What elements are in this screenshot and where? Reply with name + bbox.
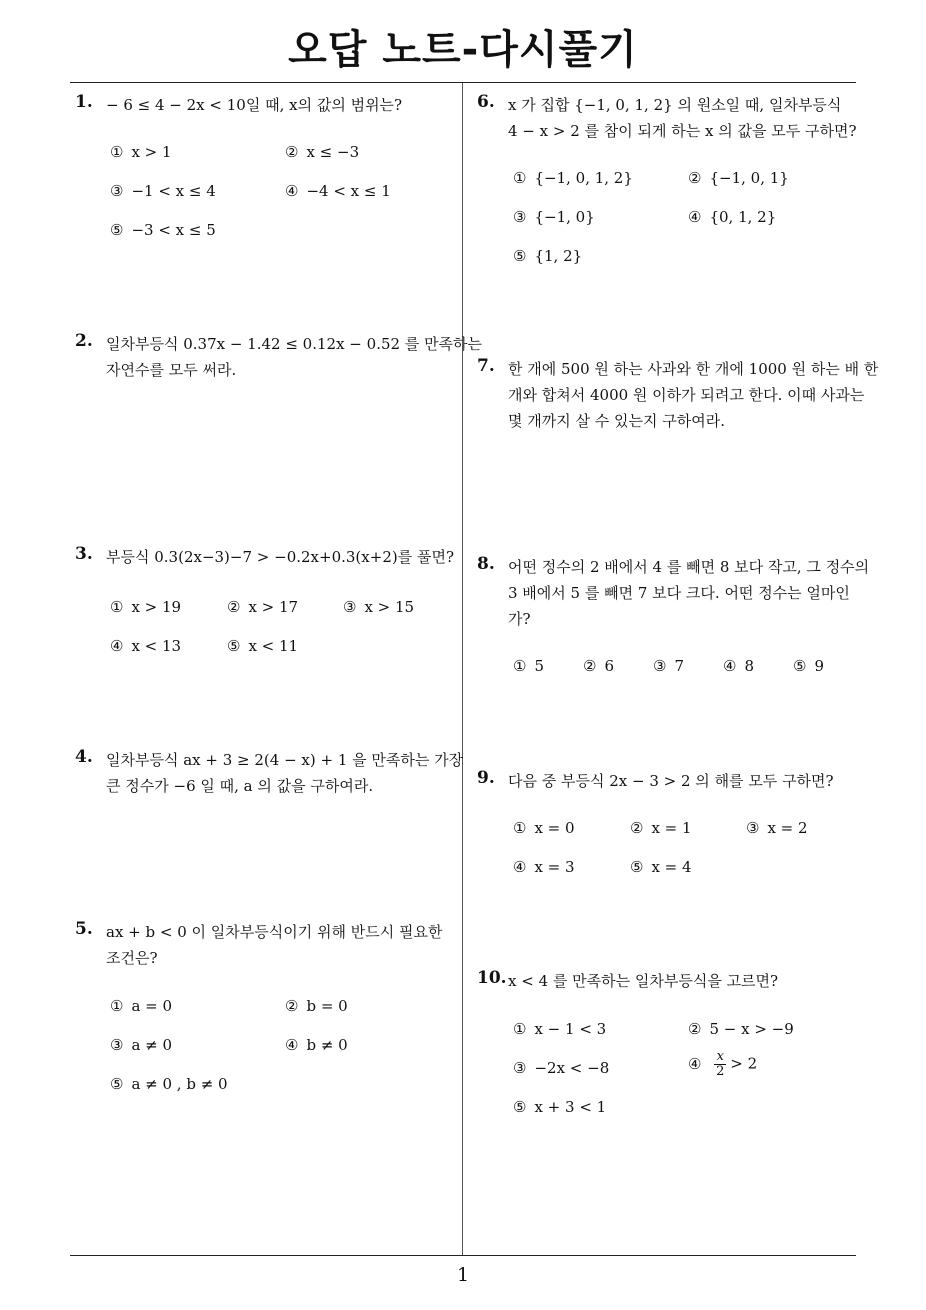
- fraction: [714, 1050, 726, 1079]
- column-divider: [462, 83, 463, 1255]
- choice-1[interactable]: [513, 1020, 606, 1038]
- top-rule: [70, 82, 856, 83]
- question-stem: [106, 919, 442, 971]
- choice-mark: ⑤: [110, 1075, 124, 1093]
- choice-3[interactable]: [110, 1036, 172, 1054]
- choice-mark: ③: [110, 182, 124, 200]
- question-stem: [106, 747, 463, 799]
- choice-mark: ⑤: [513, 1098, 527, 1116]
- fraction-denominator: 2: [716, 1064, 725, 1079]
- choice-text: x + 3 < 1: [534, 1098, 607, 1116]
- question-number: 1.: [75, 92, 93, 112]
- page-title: 오답 노트-다시풀기: [288, 27, 638, 73]
- stem-line: 3 배에서 5 를 빼면 7 보다 크다. 어떤 정수는 얼마인: [508, 584, 850, 602]
- choice-text: > 2: [730, 1054, 758, 1073]
- choice-mark: ②: [688, 169, 702, 187]
- choice-5[interactable]: [110, 221, 216, 239]
- choice-mark: ③: [746, 819, 760, 837]
- stem-line: 가?: [508, 610, 531, 628]
- choice-text: x = 3: [534, 858, 575, 876]
- choice-text: 9: [814, 657, 824, 675]
- choice-mark: ③: [110, 1036, 124, 1054]
- choice-text: 7: [674, 657, 684, 675]
- choice-text: a = 0: [131, 997, 173, 1015]
- choice-3[interactable]: [110, 182, 216, 200]
- choice-4[interactable]: [513, 858, 575, 876]
- stem-line: ax + b < 0 이 일차부등식이기 위해 반드시 필요한: [106, 923, 443, 941]
- stem-line: 큰 정수가 −6 일 때, a 의 값을 구하여라.: [106, 777, 374, 795]
- choice-1[interactable]: [513, 657, 544, 675]
- choice-mark: ①: [110, 143, 124, 161]
- question-number: 6.: [477, 92, 495, 112]
- question-number: 4.: [75, 747, 93, 767]
- choice-3[interactable]: [513, 1059, 609, 1077]
- question-number: 7.: [477, 356, 495, 376]
- question-stem: [508, 968, 778, 994]
- choice-3[interactable]: [653, 657, 684, 675]
- choice-mark: ⑤: [630, 858, 644, 876]
- choice-mark: ①: [110, 598, 124, 616]
- choice-mark: ⑤: [793, 657, 807, 675]
- choice-1[interactable]: [513, 819, 575, 837]
- choice-3[interactable]: [746, 819, 808, 837]
- choice-text: −1 < x ≤ 4: [131, 182, 216, 200]
- choice-5[interactable]: [793, 657, 824, 675]
- choice-mark: ⑤: [110, 221, 124, 239]
- question-stem: [508, 554, 869, 632]
- question-number: 3.: [75, 544, 93, 564]
- choice-4[interactable]: [688, 1050, 757, 1079]
- choice-text: x > 19: [131, 598, 182, 616]
- choice-3[interactable]: [343, 598, 414, 616]
- question-number: 8.: [477, 554, 495, 574]
- choice-mark: ③: [513, 1059, 527, 1077]
- choice-5[interactable]: [513, 247, 582, 265]
- choice-mark: ④: [285, 182, 299, 200]
- choice-text: b ≠ 0: [306, 1036, 348, 1054]
- question-stem: [106, 544, 454, 570]
- choice-text: a ≠ 0: [131, 1036, 173, 1054]
- choice-mark: ①: [513, 819, 527, 837]
- choice-mark: ③: [653, 657, 667, 675]
- choice-1[interactable]: [110, 598, 181, 616]
- choice-text: −3 < x ≤ 5: [131, 221, 216, 239]
- stem-line: 어떤 정수의 2 배에서 4 를 빼면 8 보다 작고, 그 정수의: [508, 558, 870, 576]
- bottom-rule: [70, 1255, 856, 1256]
- choice-mark: ①: [110, 997, 124, 1015]
- choice-text: 8: [744, 657, 754, 675]
- choice-2[interactable]: [227, 598, 298, 616]
- choice-5[interactable]: [513, 1098, 606, 1116]
- choice-2[interactable]: [583, 657, 614, 675]
- question-stem: [106, 331, 482, 383]
- choice-mark: ①: [513, 1020, 527, 1038]
- stem-line: 일차부등식 ax + 3 ≥ 2(4 − x) + 1 을 만족하는 가장: [106, 751, 464, 769]
- fraction-numerator: x: [716, 1049, 724, 1064]
- stem-line: − 6 ≤ 4 − 2x < 10일 때, x의 값의 범위는?: [106, 96, 403, 114]
- choice-mark: ②: [285, 997, 299, 1015]
- choice-mark: ②: [285, 143, 299, 161]
- choice-text: 5: [534, 657, 544, 675]
- choice-text: {−1, 0, 1}: [709, 169, 789, 187]
- choice-1[interactable]: [110, 143, 172, 161]
- stem-line: x < 4 를 만족하는 일차부등식을 고르면?: [508, 972, 779, 990]
- choice-text: b = 0: [306, 997, 348, 1015]
- choice-4[interactable]: [688, 208, 776, 226]
- choice-mark: ④: [688, 208, 702, 226]
- choice-mark: ④: [723, 657, 737, 675]
- page-number: 1: [456, 1264, 470, 1286]
- stem-line: 부등식 0.3(2x−3)−7 > −0.2x+0.3(x+2)를 풀면?: [106, 548, 454, 566]
- choice-text: a ≠ 0 , b ≠ 0: [131, 1075, 228, 1093]
- choice-text: x − 1 < 3: [534, 1020, 607, 1038]
- question-number: 5.: [75, 919, 93, 939]
- choice-text: 6: [604, 657, 614, 675]
- choice-mark: ④: [513, 858, 527, 876]
- choice-1[interactable]: [110, 997, 172, 1015]
- choice-text: −2x < −8: [534, 1059, 610, 1077]
- stem-line: x 가 집합 {−1, 0, 1, 2} 의 원소일 때, 일차부등식: [508, 96, 842, 114]
- choice-2[interactable]: [688, 169, 789, 187]
- choice-text: {1, 2}: [534, 247, 583, 265]
- choice-text: x = 2: [767, 819, 808, 837]
- choice-text: {−1, 0}: [534, 208, 595, 226]
- choice-4[interactable]: [723, 657, 754, 675]
- stem-line: 일차부등식 0.37x − 1.42 ≤ 0.12x − 0.52 를 만족하는: [106, 335, 483, 353]
- choice-text: x = 0: [534, 819, 575, 837]
- choice-text: −4 < x ≤ 1: [306, 182, 391, 200]
- question-stem: [508, 768, 834, 794]
- choice-mark: ①: [513, 169, 527, 187]
- choice-mark: ④: [110, 637, 124, 655]
- question-number: 2.: [75, 331, 93, 351]
- choice-text: {0, 1, 2}: [709, 208, 777, 226]
- choice-2[interactable]: [630, 819, 692, 837]
- choice-text: x > 17: [248, 598, 299, 616]
- choice-mark: ③: [343, 598, 357, 616]
- choice-text: 5 − x > −9: [709, 1020, 794, 1038]
- choice-mark: ④: [688, 1054, 702, 1073]
- choice-4[interactable]: [110, 637, 181, 655]
- stem-line: 개와 합쳐서 4000 원 이하가 되려고 한다. 이때 사과는: [508, 386, 865, 404]
- choice-mark: ②: [630, 819, 644, 837]
- choice-text: x > 1: [131, 143, 172, 161]
- choice-mark: ④: [285, 1036, 299, 1054]
- choice-5[interactable]: [227, 637, 298, 655]
- choice-4[interactable]: [285, 182, 391, 200]
- choice-5[interactable]: [110, 1075, 228, 1093]
- question-number: 10.: [477, 968, 507, 988]
- choice-1[interactable]: [513, 169, 633, 187]
- choice-text: x ≤ −3: [306, 143, 360, 161]
- choice-text: x < 13: [131, 637, 182, 655]
- choice-2[interactable]: [688, 1020, 794, 1038]
- choice-mark: ①: [513, 657, 527, 675]
- choice-text: x = 1: [651, 819, 692, 837]
- choice-text: x > 15: [364, 598, 415, 616]
- choice-mark: ②: [583, 657, 597, 675]
- stem-line: 한 개에 500 원 하는 사과와 한 개에 1000 원 하는 배 한: [508, 360, 879, 378]
- choice-mark: ⑤: [227, 637, 241, 655]
- stem-line: 조건은?: [106, 949, 158, 967]
- question-stem: [508, 92, 857, 144]
- choice-text: x < 11: [248, 637, 299, 655]
- choice-2[interactable]: [285, 143, 359, 161]
- choice-mark: ②: [688, 1020, 702, 1038]
- choice-text: {−1, 0, 1, 2}: [534, 169, 633, 187]
- choice-mark: ③: [513, 208, 527, 226]
- choice-5[interactable]: [630, 858, 692, 876]
- choice-mark: ②: [227, 598, 241, 616]
- question-number: 9.: [477, 768, 495, 788]
- stem-line: 자연수를 모두 써라.: [106, 361, 237, 379]
- choice-text: x = 4: [651, 858, 692, 876]
- choice-mark: ⑤: [513, 247, 527, 265]
- question-stem: [106, 92, 402, 118]
- choice-2[interactable]: [285, 997, 348, 1015]
- stem-line: 다음 중 부등식 2x − 3 > 2 의 해를 모두 구하면?: [508, 772, 834, 790]
- question-stem: [508, 356, 878, 434]
- stem-line: 4 − x > 2 를 참이 되게 하는 x 의 값을 모두 구하면?: [508, 122, 857, 140]
- choice-4[interactable]: [285, 1036, 348, 1054]
- stem-line: 몇 개까지 살 수 있는지 구하여라.: [508, 412, 725, 430]
- choice-3[interactable]: [513, 208, 595, 226]
